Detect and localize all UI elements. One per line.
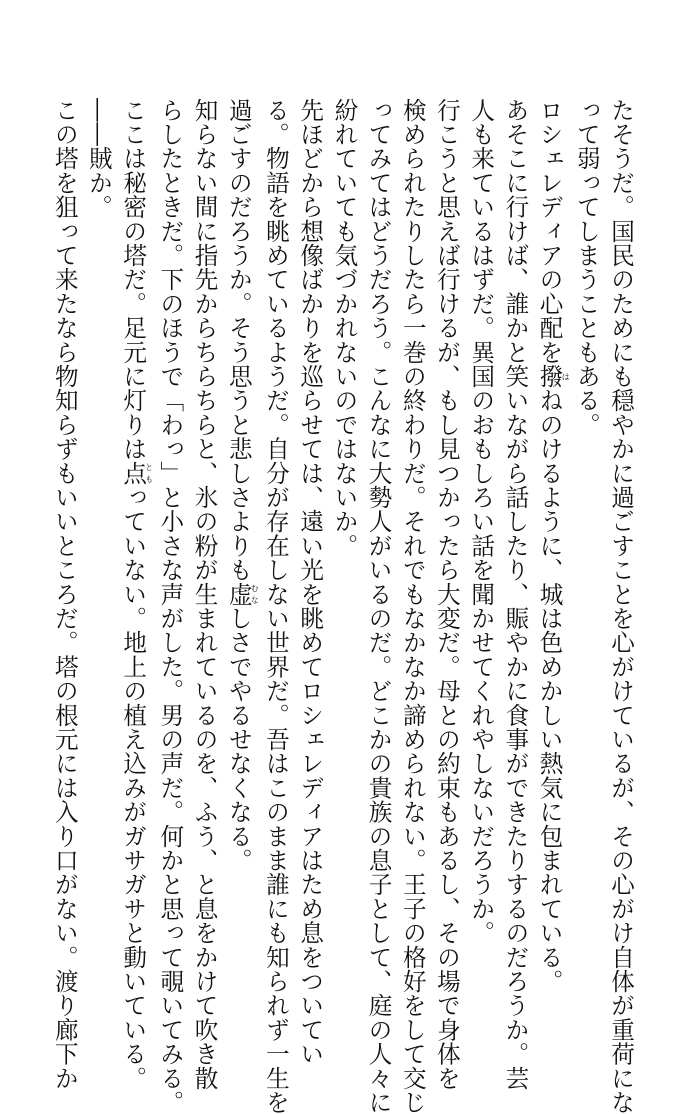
ruby-word (119, 461, 154, 486)
text-segment: っていない。地上の植え込みがガサガサと動いている。 (119, 485, 148, 1091)
text-line: 知らない間に指先からちらちらと、氷の粉が生まれているのを、ふう、と息をかけて吹き散 (190, 98, 219, 1091)
text-line (532, 98, 571, 994)
ruby-word (535, 364, 571, 389)
text-line: って弱ってしまうこともある。 (572, 98, 601, 437)
text-line: 検められたりしたら一巻の終わりだ。それでもなかなか諦められない。王子の格好をして交じ (398, 98, 427, 1114)
furigana: とも (144, 461, 154, 486)
text-line: らしたときだ。下のほうで「わっ」と小さな声がした。男の声だ。何かと思って覗いてみる。 (156, 98, 185, 1114)
text-line (222, 98, 259, 968)
text-line: 行こうと思えば行けるが、もし見つかったら大変だ。母との約束もあるし、その場で身体を (432, 98, 461, 1091)
furigana: むな (250, 582, 260, 607)
text-segment: しさでやるせなくなる。 (224, 606, 253, 873)
text-segment: ねのけるように、城は色めかしい熱気に包まれている。 (535, 388, 564, 994)
text-line: あそこに行けば、誰かと笑いながら話したり、賑やかに食事ができたりするのだろうか。芸 (501, 98, 530, 1091)
ruby-base: 虚 (224, 582, 253, 607)
text-line: 人も来ているはずだ。異国のおもしろい話を聞かせてくれやしないだろうか。 (467, 98, 496, 945)
text-line (116, 98, 154, 1091)
text-segment: 過ごすのだろうか。そう思うと悲しさよりも (224, 98, 253, 582)
text-line: 紛れていても気づかれないのではないか。 (330, 98, 359, 558)
text-line: ――賊か。 (84, 98, 113, 219)
ruby-base: 撥 (535, 364, 564, 389)
text-line: る。物語を眺めているようだ。自分が存在しない世界だ。吾はこのまま誰にも知られず一生を (261, 98, 290, 1114)
ruby-word (224, 582, 260, 607)
text-line: たそうだ。国民のためにも穏やかに過ごすことを心がけているが、その心がけ自体が重荷にな (607, 98, 635, 1114)
text-line: 先ほどから想像ばかりを巡らせては、遠い光を眺めてロシェレディアはため息をついてい (296, 98, 325, 1066)
text-segment: ロシェレディアの心配を (535, 98, 564, 365)
text-line: この塔を狙って来たなら物知らずもいいところだ。塔の根元には入り口がない。渡り廊下か (50, 98, 79, 1091)
furigana: は (561, 364, 571, 389)
vertical-text-block (38, 98, 638, 1114)
text-segment: ここは秘密の塔だ。足元に灯りは (119, 98, 148, 461)
ruby-base: 点 (119, 461, 148, 486)
text-line: ってみてはどうだろう。こんなに大勢人がいるのだ。どこかの貴族の息子として、庭の人々に (364, 98, 393, 1114)
